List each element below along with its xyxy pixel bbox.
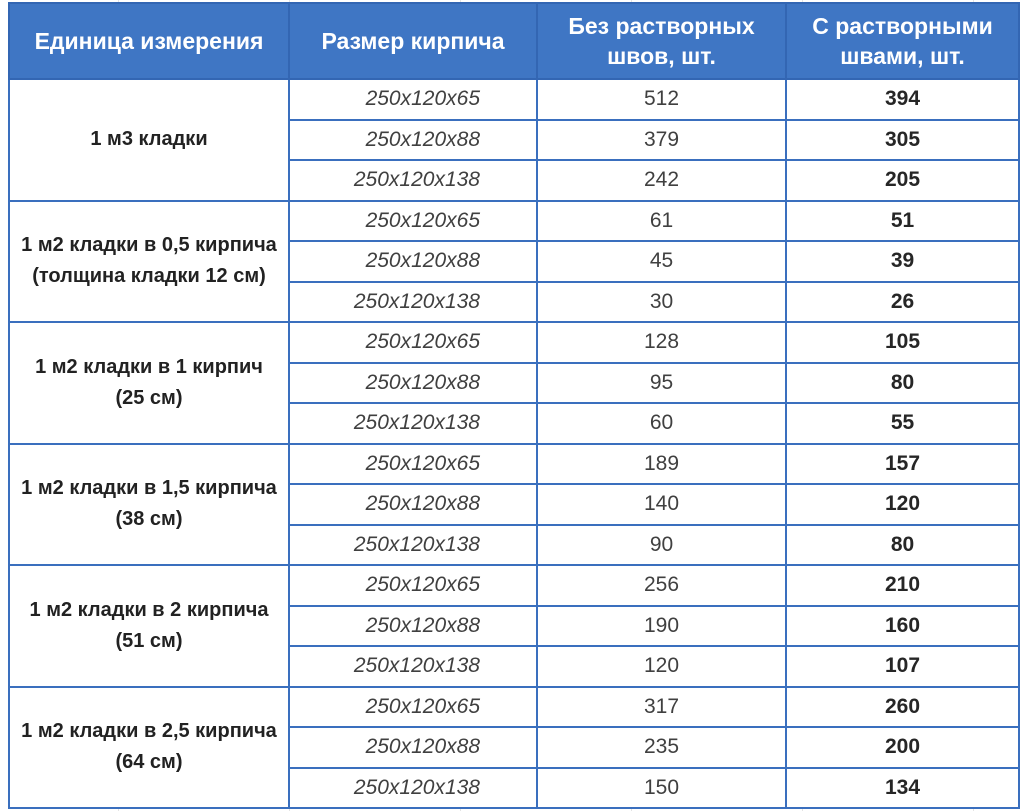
with-joints-cell: 55 bbox=[786, 403, 1019, 444]
brick-size-cell: 250х120х138 bbox=[289, 525, 537, 566]
unit-cell: 1 м2 кладки в 1,5 кирпича (38 см) bbox=[9, 444, 289, 566]
with-joints-cell: 51 bbox=[786, 201, 1019, 242]
brick-size-cell: 250х120х88 bbox=[289, 363, 537, 404]
without-joints-cell: 235 bbox=[537, 727, 786, 768]
with-joints-cell: 305 bbox=[786, 120, 1019, 161]
table-row bbox=[9, 444, 1019, 485]
without-joints-cell: 140 bbox=[537, 484, 786, 525]
with-joints-cell: 80 bbox=[786, 363, 1019, 404]
with-joints-cell: 80 bbox=[786, 525, 1019, 566]
brick-size-cell: 250х120х88 bbox=[289, 120, 537, 161]
without-joints-cell: 189 bbox=[537, 444, 786, 485]
without-joints-cell: 45 bbox=[537, 241, 786, 282]
with-joints-cell: 157 bbox=[786, 444, 1019, 485]
without-joints-cell: 90 bbox=[537, 525, 786, 566]
with-joints-cell: 200 bbox=[786, 727, 1019, 768]
without-joints-cell: 60 bbox=[537, 403, 786, 444]
with-joints-cell: 134 bbox=[786, 768, 1019, 809]
table-row bbox=[9, 201, 1019, 242]
without-joints-cell: 128 bbox=[537, 322, 786, 363]
with-joints-cell: 205 bbox=[786, 160, 1019, 201]
table-row bbox=[9, 322, 1019, 363]
header-row bbox=[9, 3, 1019, 79]
brick-size-cell: 250х120х88 bbox=[289, 727, 537, 768]
table-header bbox=[9, 3, 1019, 79]
table-body bbox=[9, 79, 1019, 808]
brick-size-cell: 250х120х88 bbox=[289, 606, 537, 647]
brick-count-table bbox=[8, 2, 1020, 809]
with-joints-cell: 160 bbox=[786, 606, 1019, 647]
brick-size-cell: 250х120х88 bbox=[289, 241, 537, 282]
with-joints-cell: 394 bbox=[786, 79, 1019, 120]
table-row bbox=[9, 79, 1019, 120]
brick-size-cell: 250х120х138 bbox=[289, 160, 537, 201]
without-joints-cell: 256 bbox=[537, 565, 786, 606]
unit-cell: 1 м2 кладки в 2 кирпича (51 см) bbox=[9, 565, 289, 687]
brick-size-cell: 250х120х65 bbox=[289, 322, 537, 363]
brick-size-cell: 250х120х65 bbox=[289, 79, 537, 120]
with-joints-cell: 26 bbox=[786, 282, 1019, 323]
with-joints-cell: 39 bbox=[786, 241, 1019, 282]
without-joints-cell: 150 bbox=[537, 768, 786, 809]
with-joints-cell: 210 bbox=[786, 565, 1019, 606]
unit-cell: 1 м3 кладки bbox=[9, 79, 289, 201]
brick-size-cell: 250х120х65 bbox=[289, 565, 537, 606]
brick-size-cell: 250х120х88 bbox=[289, 484, 537, 525]
brick-size-cell: 250х120х65 bbox=[289, 687, 537, 728]
unit-cell: 1 м2 кладки в 1 кирпич (25 см) bbox=[9, 322, 289, 444]
without-joints-cell: 317 bbox=[537, 687, 786, 728]
header-brick-size: Размер кирпича bbox=[289, 3, 537, 79]
unit-cell: 1 м2 кладки в 0,5 кирпича (толщина кладки 12 см) bbox=[9, 201, 289, 323]
without-joints-cell: 379 bbox=[537, 120, 786, 161]
unit-cell: 1 м2 кладки в 2,5 кирпича (64 см) bbox=[9, 687, 289, 809]
without-joints-cell: 30 bbox=[537, 282, 786, 323]
brick-size-cell: 250х120х65 bbox=[289, 201, 537, 242]
with-joints-cell: 107 bbox=[786, 646, 1019, 687]
brick-size-cell: 250х120х138 bbox=[289, 403, 537, 444]
without-joints-cell: 95 bbox=[537, 363, 786, 404]
brick-size-cell: 250х120х138 bbox=[289, 282, 537, 323]
table-row bbox=[9, 687, 1019, 728]
header-with-joints: С растворными швами, шт. bbox=[786, 3, 1019, 79]
without-joints-cell: 242 bbox=[537, 160, 786, 201]
brick-size-cell: 250х120х138 bbox=[289, 768, 537, 809]
header-unit: Единица измерения bbox=[9, 3, 289, 79]
with-joints-cell: 260 bbox=[786, 687, 1019, 728]
without-joints-cell: 190 bbox=[537, 606, 786, 647]
header-without-joints: Без растворных швов, шт. bbox=[537, 3, 786, 79]
with-joints-cell: 120 bbox=[786, 484, 1019, 525]
without-joints-cell: 120 bbox=[537, 646, 786, 687]
brick-size-cell: 250х120х138 bbox=[289, 646, 537, 687]
without-joints-cell: 512 bbox=[537, 79, 786, 120]
with-joints-cell: 105 bbox=[786, 322, 1019, 363]
table-row bbox=[9, 565, 1019, 606]
without-joints-cell: 61 bbox=[537, 201, 786, 242]
brick-size-cell: 250х120х65 bbox=[289, 444, 537, 485]
